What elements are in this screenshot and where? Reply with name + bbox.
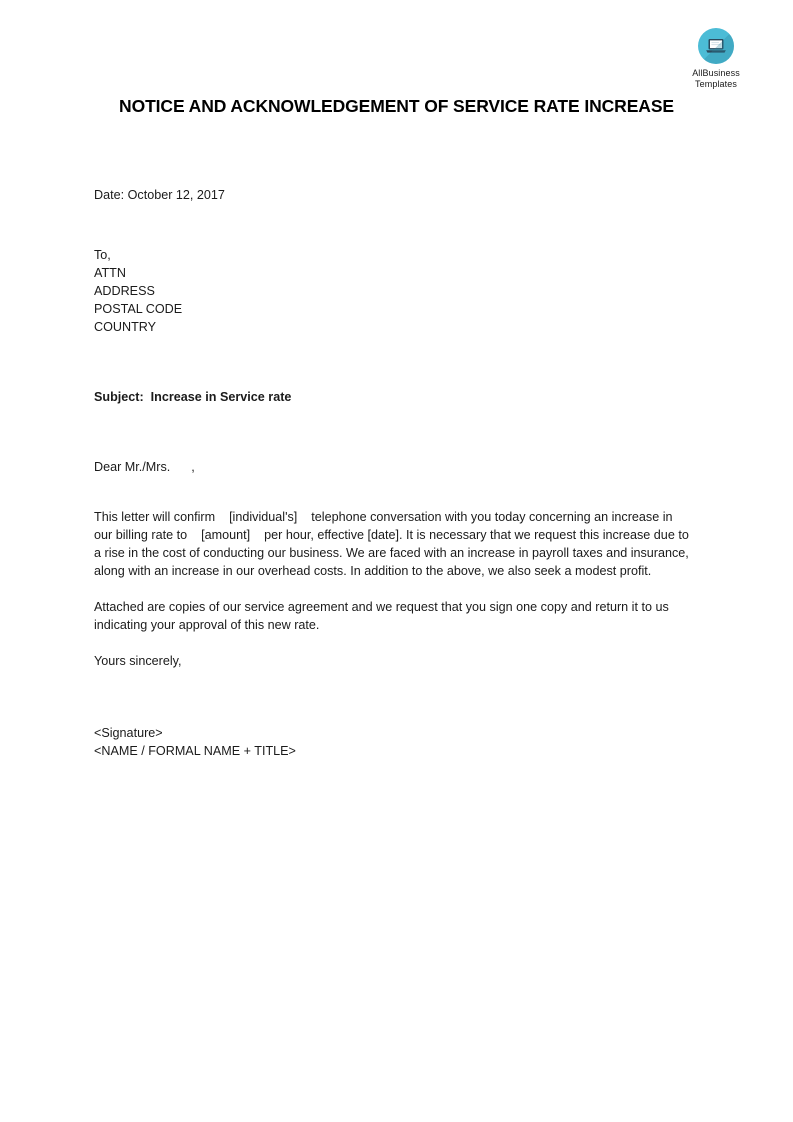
laptop-icon: [698, 28, 734, 64]
page-title: NOTICE AND ACKNOWLEDGEMENT OF SERVICE RATE INCREASE: [119, 96, 674, 116]
recipient-to: To,: [94, 248, 111, 262]
paragraph-1-part-c: per hour, effective [date]. It is necessary that we request this increase due to a rise in the cost of conducting our business. We are faced with an increase in payroll taxes and insurance, along with an increase in our overhead costs. In addition to the above, we also seek a modest profit.: [94, 528, 689, 578]
brand-logo: [676, 28, 756, 89]
spacer-after-greeting: [94, 476, 694, 508]
recipient-block: [94, 246, 694, 336]
date-line: Date: October 12, 2017: [94, 188, 225, 202]
recipient-attn: ATTN: [94, 266, 126, 280]
spacer-before-closing: [94, 634, 694, 652]
closing-line: Yours sincerely,: [94, 654, 182, 668]
letter-body: [94, 186, 694, 760]
signature-placeholder: <Signature>: [94, 726, 163, 740]
spacer-after-subject: [94, 406, 694, 458]
placeholder-individual: [individual's]: [229, 510, 298, 524]
brand-name-line1: AllBusiness: [692, 68, 740, 78]
logo-shadow: [698, 28, 734, 64]
paragraph-1: [94, 508, 694, 580]
spacer-after-date: [94, 204, 694, 246]
placeholder-amount: [amount]: [201, 528, 251, 542]
greeting-line: Dear Mr./Mrs. ,: [94, 460, 195, 474]
paragraph-2: Attached are copies of our service agreement and we request that you sign one copy and return it to us indicating your approval of this new rate.: [94, 600, 669, 632]
paragraph-1-part-a: This letter will confirm: [94, 510, 216, 524]
brand-name-line2: Templates: [695, 78, 737, 89]
recipient-country: COUNTRY: [94, 320, 157, 334]
spacer-between-paragraphs: [94, 580, 694, 598]
paragraph-1-part-b: telephone conversation with you today concerning an increase in our billing rate to: [94, 510, 673, 542]
name-title-placeholder: <NAME / FORMAL NAME + TITLE>: [94, 744, 296, 758]
recipient-address: ADDRESS: [94, 284, 155, 298]
spacer-before-signature: [94, 670, 694, 724]
spacer-after-recipient: [94, 336, 694, 388]
signature-block: [94, 724, 694, 760]
subject-line: Subject: Increase in Service rate: [94, 390, 292, 404]
recipient-postal-code: POSTAL CODE: [94, 302, 183, 316]
